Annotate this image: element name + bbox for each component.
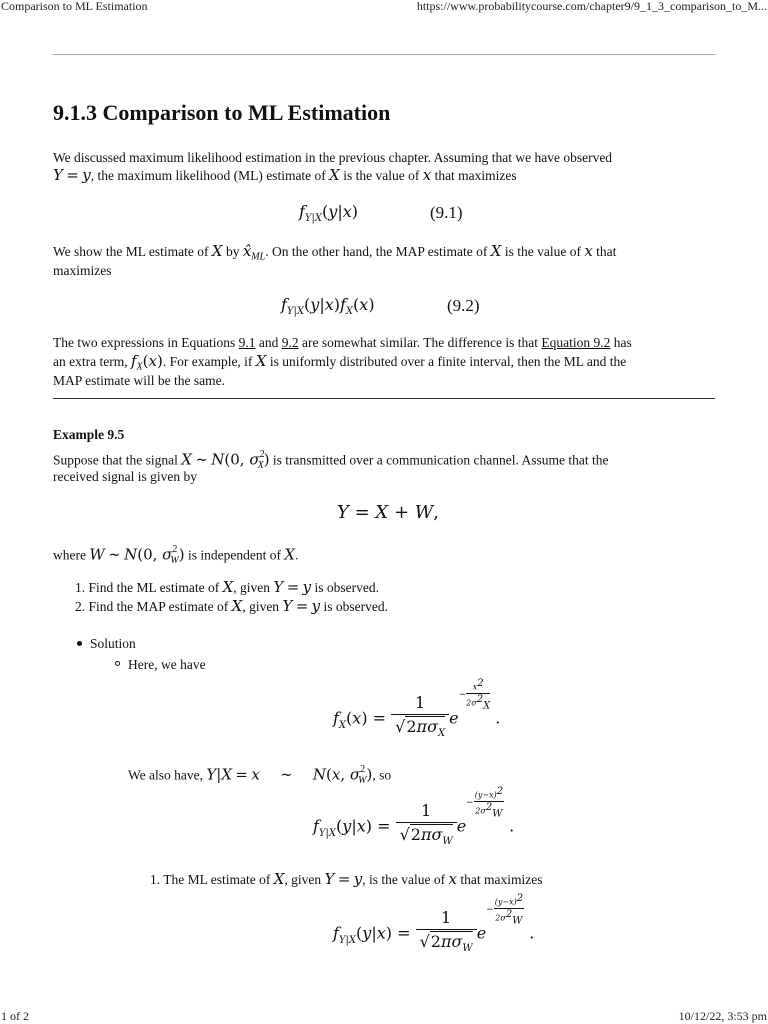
para3-text-c: are somewhat similar. The difference is that (301, 335, 539, 350)
ml-step-text-c: , is the value of (362, 872, 446, 887)
example-title: Example 9.5 (53, 427, 125, 442)
sub-bullet (115, 661, 120, 666)
para3-line1 (53, 333, 632, 352)
list-item-text-c: is observed. (314, 580, 380, 595)
equation-9-1-number: (9.1) (430, 203, 463, 222)
where-text-b: is independent of (188, 547, 281, 563)
ml-step-number: 1. (150, 872, 161, 887)
list-item-number: 1. (75, 580, 86, 595)
para3-text-g: is uniformly distributed over a finite interval, then the ML and the (269, 354, 627, 369)
we-also-have-text: We also have, (128, 767, 204, 783)
equation-fx: $f_X(x)$ = $\frac{1}{√2\pi\sigma_X}$ e− $\frac{x^2}{2\sigma^2_X}$ . (333, 678, 501, 740)
equation-9-2-number: (9.2) (447, 296, 480, 315)
para2-text-b: by (225, 244, 240, 259)
para3-text-a: The two expressions in Equations (53, 335, 236, 350)
ml-step-text-b: , given (284, 872, 322, 887)
list-item-text-c: is observed. (323, 599, 389, 614)
equation-y-x-w: Y = X + W, (337, 502, 440, 523)
list-item-text-b: , given (242, 599, 280, 614)
example-where: where W ∼ N(0, $\sigma^2_W$) is independent of X. (53, 544, 299, 567)
para1-text-b: , the maximum likelihood (ML) estimate of (90, 168, 326, 183)
where-text-a: where (53, 547, 86, 563)
solution-bullet (77, 641, 82, 646)
list-item-1: 1. Find the ML estimate of X, given Y = y is observed. (75, 578, 380, 596)
header-title: Comparison to ML Estimation (1, 0, 148, 13)
equation-fyx: $f_{Y|X}(y|x)$ = $\frac{1}{√2\pi\sigma_W}$ e− $\frac{(y-x)^2}{2\sigma^2_W}$ . (313, 786, 515, 848)
example-line2: received signal is given by (53, 469, 197, 484)
we-also-have: We also have, Y|X = x ∼ N(x, $\sigma^2_W$), so (128, 764, 392, 787)
ml-step: 1. The ML estimate of X, given Y = y, is the value of x that maximizes (150, 870, 543, 888)
para2-text-e: that (596, 244, 617, 259)
list-item-number: 2. (75, 599, 86, 614)
para1-text-a: We discussed maximum likelihood estimation in the previous chapter. Assuming that we have observed (53, 150, 613, 165)
so-text: , so (372, 767, 392, 783)
link-equation-9-2[interactable]: 9.2 (281, 335, 299, 350)
top-divider (53, 54, 715, 55)
list-item-text-b: , given (233, 580, 271, 595)
footer-datetime: 10/12/22, 3:53 pm (678, 1009, 767, 1023)
para3-text-f: . For example, if (162, 354, 253, 369)
example-line1: Suppose that the signal X ∼ N(0, $\sigma^2_X$) is transmitted over a communication channel. Assume that the (53, 449, 609, 472)
ml-step-text-d: that maximizes (460, 872, 543, 887)
para2-line2: maximizes (53, 263, 112, 278)
list-item-2: 2. Find the MAP estimate of X, given Y = y is observed. (75, 597, 389, 615)
header-url[interactable]: https://www.probabilitycourse.com/chapter9/9_1_3_comparison_to_M... (416, 0, 767, 13)
para3-text-b: and (258, 335, 279, 350)
list-item-text-a: Find the MAP estimate of (88, 599, 229, 614)
footer-page: 1 of 2 (1, 1009, 29, 1023)
para1-line1 (53, 148, 612, 167)
para2-text-a: We show the ML estimate of (53, 244, 209, 259)
list-item-text-a: Find the ML estimate of (88, 580, 220, 595)
example-text-1b: is transmitted over a communication channel. Assume that the (272, 452, 609, 468)
para1-text-c: is the value of (343, 168, 420, 183)
para1-line2: Y = y, the maximum likelihood (ML) estimate of X is the value of x that maximizes (53, 166, 517, 184)
para3-line2: an extra term, $f_X(x)$. For example, if X is uniformly distributed over a finite interval, then the ML and the (53, 352, 627, 373)
equation-9-1: $f_{Y|X}(y|x)$ (299, 202, 358, 225)
example-text-1a: Suppose that the signal (53, 452, 178, 468)
solution-label[interactable]: Solution (90, 636, 136, 651)
equation-9-2: $f_{Y|X}(y|x)f_X(x)$ (281, 295, 375, 318)
here-we-have: Here, we have (128, 657, 206, 672)
link-equation-9-1[interactable]: 9.1 (238, 335, 256, 350)
link-equation-9-2-full[interactable]: Equation 9.2 (541, 335, 611, 350)
para3-line3: MAP estimate will be the same. (53, 373, 225, 388)
para1-text-d: that maximizes (434, 168, 517, 183)
page-title: 9.1.3 Comparison to ML Estimation (53, 100, 391, 125)
equation-fyx-ml: $f_{Y|X}(y|x)$ = $\frac{1}{√2\pi\sigma_W}$ e− $\frac{(y-x)^2}{2\sigma^2_W}$ . (333, 893, 535, 955)
para3-text-d: has (613, 335, 632, 350)
section-divider (53, 398, 715, 399)
para2-text-d: is the value of (504, 244, 581, 259)
para2-text-c: . On the other hand, the MAP estimate of (265, 244, 488, 259)
para2-line1: We show the ML estimate of X by $x̂_{ML}$. On the other hand, the MAP estimate of X is the value of x that (53, 242, 617, 263)
para3-text-e: an extra term, (53, 354, 128, 369)
ml-step-text-a: The ML estimate of (163, 872, 271, 887)
